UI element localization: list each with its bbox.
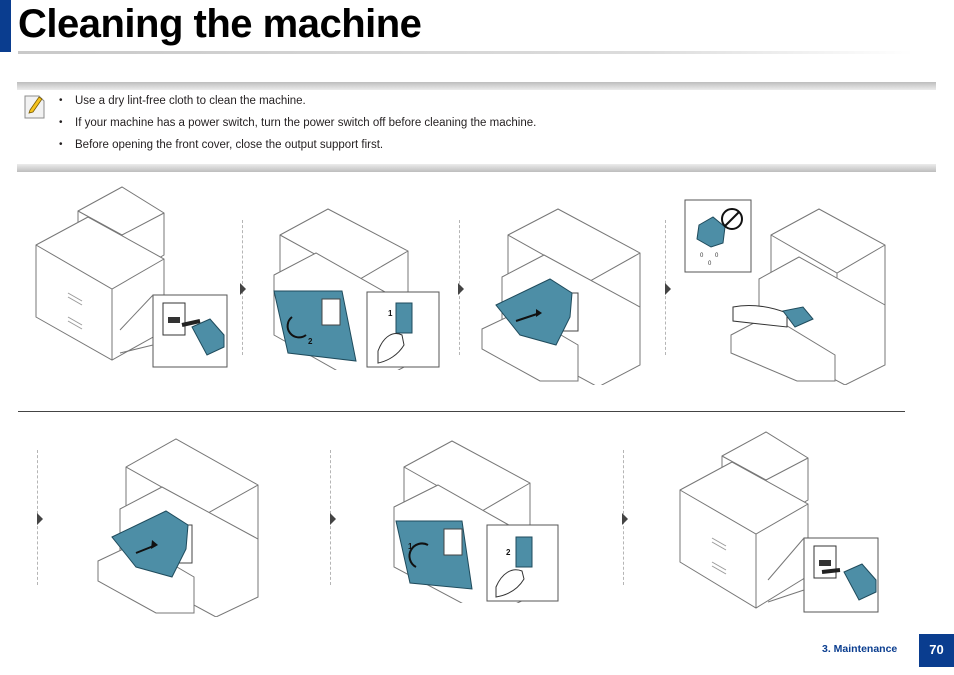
note-box-bottom-border: [17, 164, 936, 172]
clean-toner-area-illustration: [683, 195, 888, 385]
note-pencil-icon: [23, 92, 47, 120]
drop-label: 0: [700, 253, 704, 259]
row-separator: [18, 411, 905, 412]
step-arrow-icon: [458, 283, 464, 295]
plug-in-power-cord-illustration: [676, 430, 881, 616]
open-front-cover-illustration: [270, 195, 442, 370]
callout-step-2: 2: [308, 337, 313, 346]
remove-toner-cartridge-illustration: [480, 195, 655, 385]
title-underline: [18, 51, 913, 54]
unplug-power-cord-illustration: [32, 185, 232, 370]
note-box: [17, 82, 936, 172]
step-arrow-icon: [622, 513, 628, 525]
drop-label: 0: [715, 253, 719, 259]
close-front-cover-illustration: [392, 427, 560, 603]
note-item: • Use a dry lint-free cloth to clean the machine.: [59, 93, 536, 115]
title-accent-bar: [0, 0, 11, 52]
prohibited-icon: [722, 209, 742, 229]
note-list: [59, 93, 536, 159]
callout-step-1: 1: [388, 309, 393, 318]
drop-label: 0: [708, 261, 712, 267]
note-item: • If your machine has a power switch, turn the power switch off before cleaning the machine.: [59, 115, 536, 137]
reinsert-toner-cartridge-illustration: [96, 425, 268, 617]
note-item: • Before opening the front cover, close the output support first.: [59, 137, 536, 159]
callout-step-2: 2: [506, 548, 511, 557]
step-arrow-icon: [240, 283, 246, 295]
note-box-top-border: [17, 82, 936, 90]
footer-section-label: 3. Maintenance: [822, 643, 898, 655]
callout-step-1: 1: [408, 542, 413, 551]
page-title: Cleaning the machine: [18, 2, 422, 46]
step-arrow-icon: [330, 513, 336, 525]
step-arrow-icon: [665, 283, 671, 295]
page-number-badge: 70: [919, 634, 954, 667]
step-arrow-icon: [37, 513, 43, 525]
